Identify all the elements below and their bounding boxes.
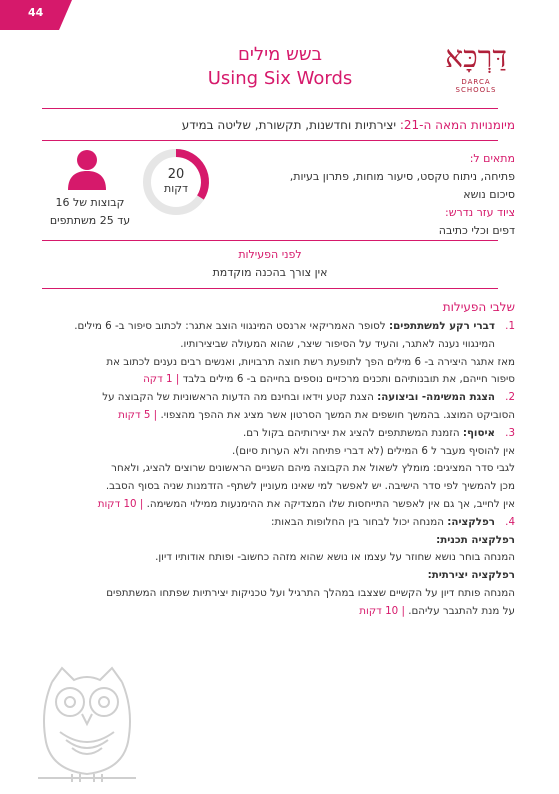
- divider-steps: [42, 288, 498, 289]
- logo-mark: דַּרְכָּא: [445, 40, 507, 75]
- step-time: | 10 דקות: [97, 497, 144, 510]
- step-text: לגבי סדר המציגים: מומלץ לשאול את הקבוצה מיהם השניים הראשונים שרוצים להציג, ולאחר: [111, 462, 515, 475]
- divider-before: [42, 240, 498, 241]
- skills-value: יצירתיות וחדשנות, תקשורת, שליטה במידע: [181, 118, 397, 132]
- steps-title: שלבי הפעילות: [442, 300, 515, 314]
- step-4: [45, 514, 515, 532]
- reflection-creative-text: המנחה פותח דיון על הקשיים שצצבו במהלך התרגיל ועל טכניקות יצירתיות שפתחו המשתתפים: [106, 586, 515, 599]
- step-time: | 1 דקה: [143, 373, 180, 386]
- step-3: [45, 425, 515, 443]
- step-text: הזמנת המשתתפים להציג את יצירותיהם בקול רם.: [242, 426, 463, 439]
- page-title-hebrew: בשש מילים: [237, 44, 323, 65]
- reflection-creative-title: רפלקציה יצירתית:: [427, 569, 515, 582]
- person-icon: [64, 146, 110, 192]
- step-text: אין לחייב, אך גם אין לאפשר התייחסות שלו המצדיקה את ההימנעות ממילוי המשימה.: [146, 497, 515, 510]
- suitable-line1: פתיחה, ניתוח טקסט, סיעור מוחות, פתרון בעיות,: [289, 170, 515, 183]
- step-number: 2.: [505, 391, 515, 404]
- equipment-label: ציוד עזר נדרש:: [444, 206, 515, 219]
- group-size-line1: קבוצות של 16: [55, 196, 125, 209]
- step-label: הצגת המשימה- וביצועה:: [377, 391, 495, 404]
- step-number: 3.: [505, 426, 515, 439]
- before-activity-title: לפני הפעילות: [238, 248, 302, 261]
- step-text: לסופר האמריקאי ארנסט המינגווי הוצב אתגר: לכתוב סיפור ב- 6 מילים.: [74, 320, 389, 332]
- skills-line: [45, 118, 515, 132]
- step-text: סיפור חייהם, את תובנותיהם ותכנים מרכזיים נוספים בחייהם ב- 6 מילים בלבד: [182, 373, 515, 386]
- reflection-content-title: רפלקציה תכנית:: [436, 533, 515, 546]
- page-number: 44: [28, 6, 44, 19]
- step-label: איסוף:: [462, 426, 495, 439]
- step-1: [45, 318, 515, 354]
- step-time: | 5 דקות: [118, 408, 158, 421]
- reflection-content-text: המנחה בוחר נושא שחוזר על עצמו או נושא שהוא מזהה כחשוב- ופותח אודותיו דיון.: [155, 551, 515, 564]
- step-text: המינגווי נענה לאתגר, והעיד על הסיפור שיצר, שהוא המעולה שביצירותיו.: [180, 337, 495, 350]
- step-time: | 10 דקות: [359, 604, 405, 617]
- suitable-line2: סיכום נושא: [463, 188, 515, 201]
- group-size-line2: עד 25 משתתפים: [49, 214, 131, 227]
- step-number: 1.: [505, 320, 515, 332]
- before-activity-text: אין צורך בהכנה מוקדמת: [212, 266, 328, 279]
- step-text: אין להוסיף מעבר ל 6 המילים (לא דברי פתיחה ולא הערות סיום).: [231, 444, 515, 457]
- steps-list: [45, 318, 515, 621]
- step-text: מאז אתגר היצירה ב- 6 מילים הפך לתופעת רשת חוצה תרבויות, ואנשים רבים נענים לכתוב את: [106, 355, 515, 368]
- page-title-english: Using Six Words: [207, 68, 353, 89]
- step-number: 4.: [505, 515, 515, 528]
- step-text: הסוביקט המוצג. בהמשך חושפים את המשך הסרטון אשר מציג את ההפך מהצפוי.: [160, 408, 515, 421]
- suitable-label: מתאים ל:: [469, 152, 515, 165]
- step-label: דברי רקע למשתתפים:: [388, 320, 495, 332]
- reflection-creative-text: על מנת להתגבר עליהם.: [408, 604, 515, 617]
- skills-label: מיומנויות המאה ה-21:: [399, 118, 515, 132]
- divider-skills: [42, 140, 498, 141]
- step-text: הצגת קטע וידאו ובחינם מה הדעות הראשוניות של הקבוצה על: [102, 391, 378, 404]
- timer-value: 20: [167, 167, 185, 182]
- step-text: מכן להמשיך לפי סדר הישיבה. יש לאפשר למי שאינו מעוניין לשתף- הזדמנות שניה בסוף הסבב.: [105, 480, 515, 493]
- step-label: רפלקציה:: [447, 515, 495, 528]
- divider-top: [42, 108, 498, 109]
- owl-icon: [32, 660, 142, 788]
- group-size: [40, 194, 140, 230]
- activity-info: [255, 150, 515, 240]
- timer-label: [142, 168, 210, 196]
- equipment-value: דפים וכלי כתיבה: [438, 224, 515, 237]
- logo-subtitle: DARCA SCHOOLS: [455, 78, 497, 94]
- step-text: המנחה יכול לבחור בין החלופות הבאות:: [270, 515, 448, 528]
- step-2: [45, 389, 515, 407]
- timer-unit: דקות: [163, 182, 189, 195]
- darca-logo: [440, 40, 512, 94]
